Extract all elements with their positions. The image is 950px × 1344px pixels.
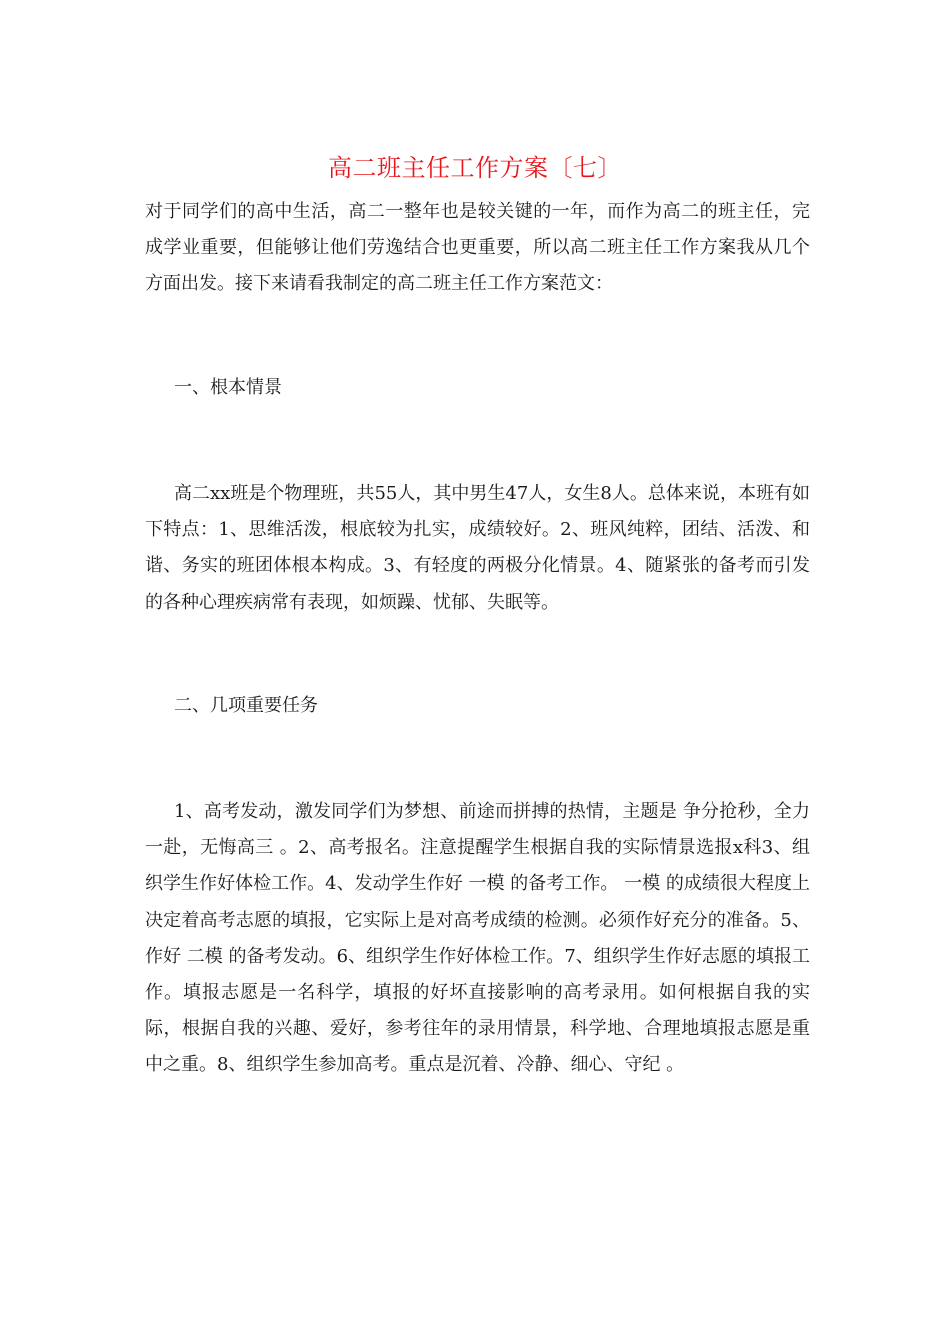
section-heading-basic-situation: 一、根本情景 <box>174 377 282 398</box>
section-body-basic-situation: 高二xx班是个物理班，共55人，其中男生47人，女生8人。总体来说，本班有如下特点：1、思维活泼，根底较为扎实，成绩较好。2、班风纯粹，团结、活泼、和谐、务实的班团体根本构成。3、有轻度的两极分化情景。4、随紧张的备考而引发的各种心理疾病常有表现，如烦躁、忧郁、失眠等。 <box>145 483 810 613</box>
intro-paragraph: 对于同学们的高中生活，高二一整年也是较关键的一年，而作为高二的班主任，完成学业重要，但能够让他们劳逸结合也更重要，所以高二班主任工作方案我从几个方面出发。接下来请看我制定的高二班主任工作方案范文： <box>145 201 810 295</box>
document-title: 高二班主任工作方案〔七〕 <box>328 154 622 182</box>
section-heading-key-tasks: 二、几项重要任务 <box>174 695 318 716</box>
section-body-key-tasks: 1、高考发动，激发同学们为梦想、前途而拼搏的热情，主题是 争分抢秒，全力一赴，无悔高三 。2、高考报名。注意提醒学生根据自我的实际情景选报x科3、组织学生作好体检工作。4、发动学生作好 一模 的备考工作。 一模 的成绩很大程度上决定着高考志愿的填报，它实际上是对高考成绩的检测。必须作好充分的准备。5、作好 二模 的备考发动。6、组织学生作好体检工作。7、组织学生作好志愿的填报工作。填报志愿是一名科学，填报的好坏直接影响的高考录用。如何根据自我的实际，根据自我的兴趣、爱好，参考往年的录用情景，科学地、合理地填报志愿是重中之重。8、组织学生参加高考。重点是沉着、冷静、细心、守纪 。 <box>145 801 810 1076</box>
